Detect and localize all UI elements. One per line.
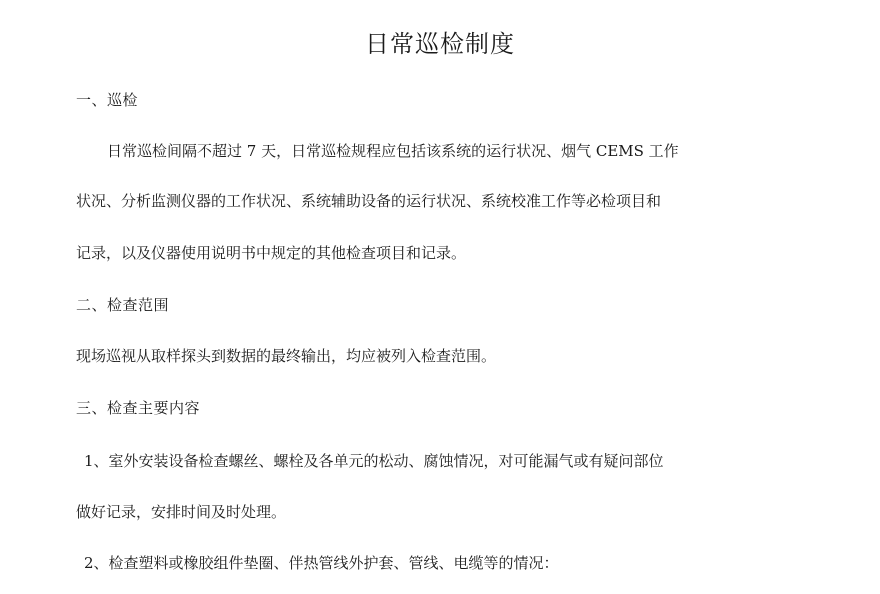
document-title: 日常巡检制度 <box>365 30 515 58</box>
section-heading-scope: 二、检查范围 <box>76 296 170 314</box>
paragraph-line: 现场巡视从取样探头到数据的最终输出，均应被列入检查范围。 <box>76 347 497 365</box>
section-heading-patrol: 一、巡检 <box>76 91 139 109</box>
list-item-line: 做好记录，安排时间及时处理。 <box>76 503 287 521</box>
paragraph-line: 状况、分析监测仪器的工作状况、系统辅助设备的运行状况、系统校准工作等必检项目和 <box>76 192 662 210</box>
list-item-line: 1、室外安装设备检查螺丝、螺栓及各单元的松动、腐蚀情况，对可能漏气或有疑问部位 <box>84 452 664 470</box>
list-item-line: 2、检查塑料或橡胶组件垫圈、伴热管线外护套、管线、电缆等的情况： <box>84 554 559 572</box>
paragraph-line: 日常巡检间隔不超过 7 天，日常巡检规程应包括该系统的运行状况、烟气 CEMS 工作 <box>107 142 679 160</box>
paragraph-line: 记录，以及仪器使用说明书中规定的其他检查项目和记录。 <box>76 244 467 262</box>
section-heading-contents: 三、检查主要内容 <box>76 399 201 417</box>
